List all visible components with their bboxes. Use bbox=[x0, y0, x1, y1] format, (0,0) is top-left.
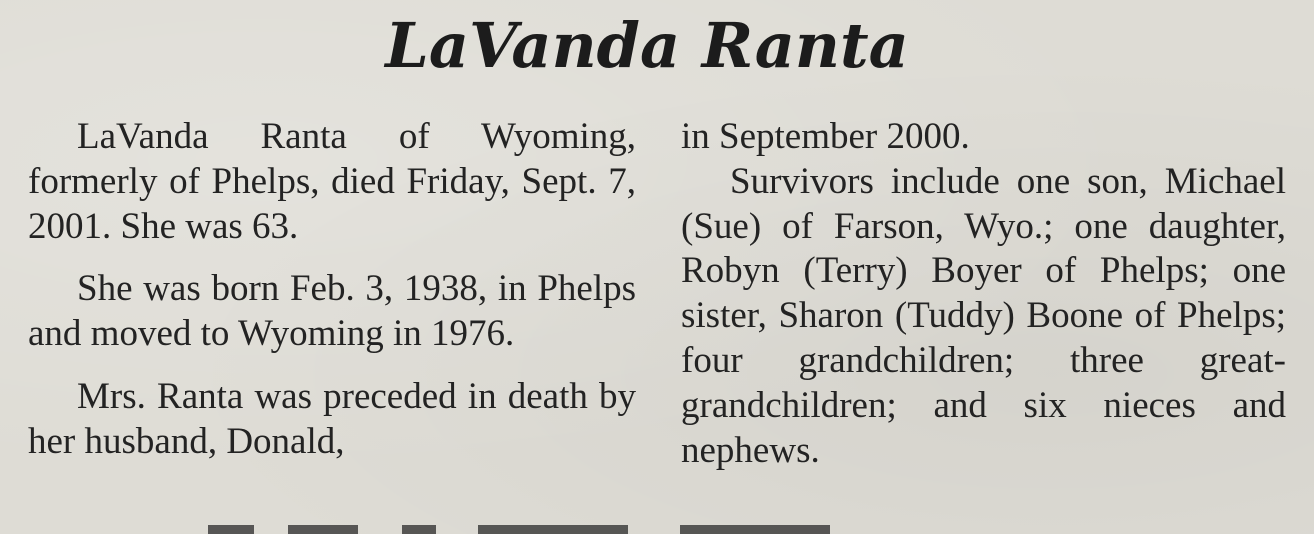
obituary-headline: LaVanda Ranta bbox=[385, 9, 909, 82]
paragraph-death-notice: LaVanda Ranta of Wyoming, formerly of Phelps, died Friday, Sept. 7, 2001. She was 63. bbox=[28, 116, 636, 247]
cut-off-text-fragment bbox=[208, 525, 254, 534]
cut-off-text-fragment bbox=[402, 525, 436, 534]
paragraph-survivors: Survivors include one son, Michael (Sue) of Farson, Wyo.; one daughter, Robyn (Terry) Boyer of Phelps; one sister, Sharon (Tuddy) Boone of Phelps; four grandchildren; three great-grandchildren; and six nieces and nephews. bbox=[681, 160, 1286, 471]
cut-off-text-fragment bbox=[478, 525, 628, 534]
left-column bbox=[28, 115, 636, 465]
paragraph-birth: She was born Feb. 3, 1938, in Phelps and moved to Wyoming in 1976. bbox=[28, 268, 636, 355]
cut-off-text-fragment bbox=[288, 525, 358, 534]
right-column bbox=[681, 115, 1286, 473]
paragraph-continuation: in September 2000. bbox=[681, 116, 970, 157]
cut-off-text-fragment bbox=[680, 525, 830, 534]
paragraph-preceded-in-death: Mrs. Ranta was preceded in death by her husband, Donald, bbox=[28, 375, 636, 462]
